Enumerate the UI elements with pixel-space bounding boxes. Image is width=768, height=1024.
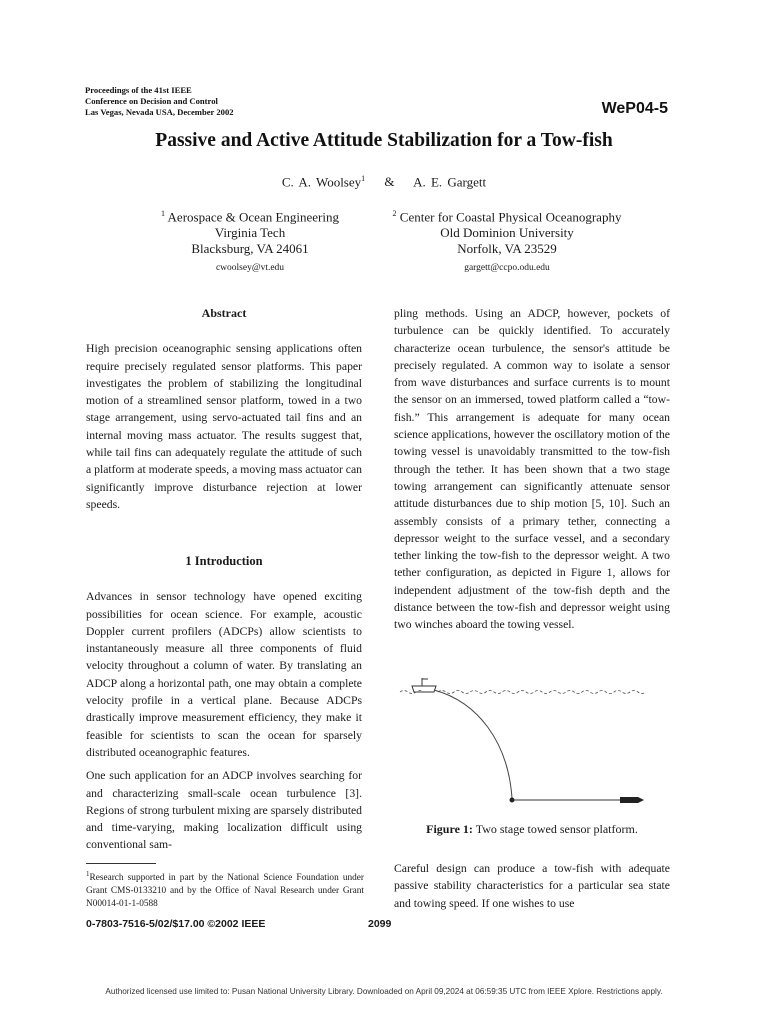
right-column-text-2 — [394, 860, 670, 918]
introduction-heading: 1 Introduction — [185, 554, 263, 568]
footnote-text: Research supported in part by the National Science Foundation under Grant CMS-0133210 and by the Office of Naval Research under Grant N00014-01-1-0588 — [86, 873, 364, 910]
author-name: C. A. Woolsey — [281, 174, 362, 190]
tow-fish-icon — [620, 797, 644, 803]
body-paragraph: pling methods. Using an ADCP, however, pockets of turbulence can be quickly identified. To accurately characterize ocean turbulence, the sensor's attitude be precisely regulated. A common way to isolate a sensor from wave disturbances and surface currents is to mount the sensor on an immersed, towed platform called a “tow-fish.” This arrangement is adequate for many ocean science applications, however the oscillatory motion of the towing vessel is unavoidably transmitted to the tow-fish through the tether. It has been shown that a two stage towing arrangement can significantly attenuate sensor attitude disturbances due to ship motion [5, 10]. Such an assembly consists of a primary tether, connecting a depressor weight to the surface vessel, and a secondary tether linking the tow-fish to the depressor weight. A two tether configuration, as depicted in Figure 1, allows for independent adjustment of the tow-fish depth and the distance between the tow-fish and depressor weight using two winches aboard the towing vessel. — [394, 307, 670, 632]
author-email: gargett@ccpo.odu.edu — [464, 263, 550, 274]
affiliation-superscript: 1 — [161, 209, 165, 218]
footnote — [86, 868, 364, 911]
affiliation-1 — [140, 206, 360, 276]
right-column-text — [394, 305, 670, 640]
proceedings-line: Las Vegas, Nevada USA, December 2002 — [85, 107, 234, 117]
figure-caption-text: Two stage towed sensor platform. — [475, 822, 638, 836]
affiliation-line: Blacksburg, VA 24061 — [191, 241, 309, 257]
author-separator: & — [384, 174, 395, 190]
introduction-section — [86, 553, 362, 860]
paper-code: WeP04-5 — [601, 100, 668, 117]
license-notice: Authorized licensed use limited to: Pusan National University Library. Downloaded on April 09,2024 at 06:59:35 UTC from IEEE Xplore. Restrictions apply. — [105, 987, 663, 996]
body-paragraph: Careful design can produce a tow-fish with adequate passive stability characteristics for a particular sea state and towing speed. If one wishes to use — [394, 862, 670, 910]
affiliation-line: Norfolk, VA 23529 — [457, 241, 557, 257]
proceedings-line: Proceedings of the 41st IEEE — [85, 85, 192, 95]
abstract-text: High precision oceanographic sensing applications often require precisely regulated sensor platforms. This paper investigates the problem of stabilizing the longitudinal motion of a streamlined sensor platform, towed in a two stage arrangement, using servo-actuated tail fins and an internal moving mass actuator. The results suggest that, while tail fins can adequately regulate the attitude of such a platform at moderate speeds, a moving mass actuator can significantly improve disturbance rejection at lower speeds. — [86, 342, 362, 511]
proceedings-line: Conference on Decision and Control — [85, 96, 218, 106]
affiliation-line: Aerospace & Ocean Engineering — [167, 209, 339, 225]
figure-caption — [394, 822, 670, 837]
towed-platform-figure — [398, 672, 668, 812]
body-paragraph: One such application for an ADCP involves searching for and characterizing small-scale ocean turbulence [3]. Regions of strong turbulent mixing are sparsely distributed and time-varying, making localization difficult using conventional sam- — [86, 769, 362, 852]
affiliation-line: Old Dominion University — [440, 225, 574, 241]
affiliation-2 — [372, 206, 642, 276]
paper-title: Passive and Active Attitude Stabilization for a Tow-fish — [155, 130, 613, 151]
author-email: cwoolsey@vt.edu — [215, 263, 285, 274]
author-superscript: 1 — [361, 174, 366, 183]
ship-icon — [412, 678, 436, 692]
isbn-copyright: 0-7803-7516-5/02/$17.00 ©2002 IEEE — [86, 918, 266, 930]
footnote-superscript: 1 — [86, 870, 90, 878]
figure-label: Figure 1: — [426, 822, 473, 836]
footnote-rule — [86, 863, 156, 864]
abstract-section — [86, 305, 362, 519]
proceedings-info — [85, 85, 345, 118]
body-paragraph: Advances in sensor technology have opened exciting possibilities for ocean science. For example, acoustic Doppler current profilers (ADCPs) allow scientists to instantaneously measure all three components of fluid velocity throughout a column of water. By translating an ADCP along a horizontal path, one may obtain a complete velocity profile in a vertical plane. Because ADCPs drastically improve measurement efficiency, they make it feasible for scientists to scan the ocean for sparsely distributed oceanographic features. — [86, 590, 362, 759]
page-number: 2099 — [368, 918, 392, 930]
author-line — [0, 174, 768, 190]
author-name: A. E. Gargett — [413, 174, 487, 190]
affiliation-line: Virginia Tech — [214, 225, 286, 241]
abstract-heading: Abstract — [201, 306, 247, 320]
affiliation-line: Center for Coastal Physical Oceanography — [399, 209, 622, 225]
affiliation-superscript: 2 — [392, 209, 397, 218]
primary-tether — [434, 690, 512, 798]
